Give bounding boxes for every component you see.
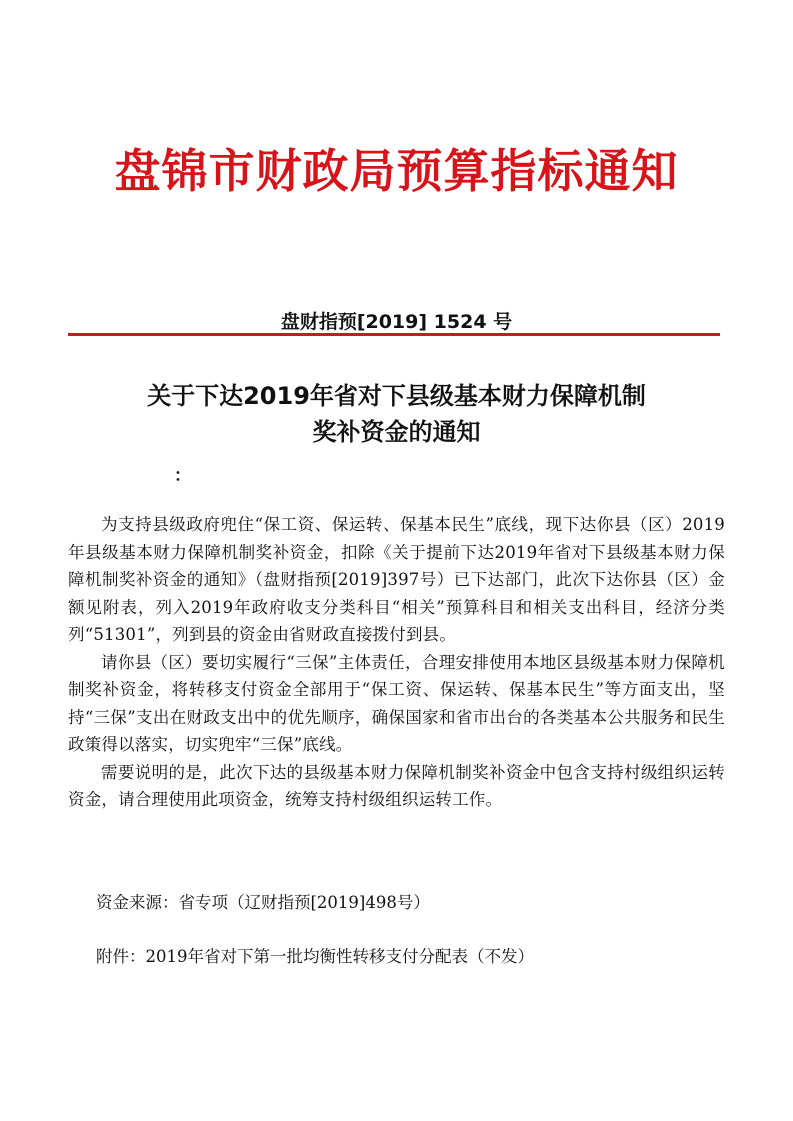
red-divider-line: [68, 333, 720, 336]
attachment-note: 附件：2019年省对下第一批均衡性转移支付分配表（不发）: [96, 947, 534, 966]
body-paragraph-1: 为支持县级政府兜住“保工资、保运转、保基本民生”底线，现下达你县（区）2019年县级基本财力保障机制奖补资金，扣除《关于提前下达2019年省对下县级基本财力保障机制奖补资金的通知》（盘财指预[2019]397号）已下达部门，此次下达你县（区）金额见附表，列入2019年政府收支分类科目“相关”预算科目和相关支出科目，经济分类列“51301”，列到县的资金由省财政直接拨付到县。: [68, 515, 725, 644]
body-paragraph-3: 需要说明的是，此次下达的县级基本财力保障机制奖补资金中包含支持村级组织运转资金，请合理使用此项资金，统筹支持村级组织运转工作。: [68, 762, 725, 809]
notice-title-line-2: 奖补资金的通知: [312, 418, 481, 446]
body-paragraph-2: 请你县（区）要切实履行“三保”主体责任，合理安排使用本地区县级基本财力保障机制奖补资金，将转移支付资金全部用于“保工资、保运转、保基本民生”等方面支出，坚持“三保”支出在财政支出中的优先顺序，确保国家和省市出台的各类基本公共服务和民生政策得以落实，切实兜牢“三保”底线。: [68, 652, 725, 754]
notice-title-line-1: 关于下达2019年省对下县级基本财力保障机制: [147, 382, 646, 410]
notice-body: [68, 511, 725, 814]
document-number: 盘财指预[2019] 1524 号: [280, 311, 513, 333]
fund-source: 资金来源：省专项（辽财指预[2019]498号）: [96, 893, 430, 912]
masthead-title: 盘锦市财政局预算指标通知: [114, 144, 679, 198]
notice-title: [0, 378, 793, 450]
addressee: ：: [174, 466, 191, 486]
